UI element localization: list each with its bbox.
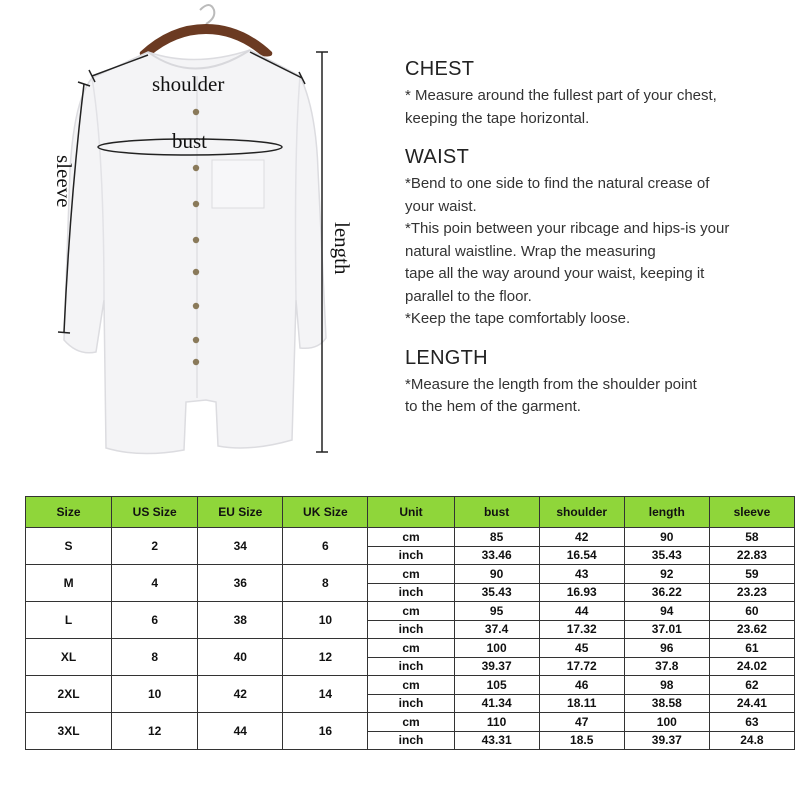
unit-cell: inch [368,694,454,713]
sleeve-cell: 24.8 [709,731,794,750]
sleeve-cell: 60 [709,602,794,621]
shoulder-cell: 43 [539,565,624,584]
uk-size-cell: 8 [283,565,368,602]
uk-size-cell: 12 [283,639,368,676]
length-cell: 100 [624,713,709,732]
length-cell: 39.37 [624,731,709,750]
shoulder-cell: 16.93 [539,583,624,602]
waist-line: tape all the way around your waist, keeping it [405,265,705,282]
chest-line: keeping the tape horizontal. [405,109,590,127]
us-size-cell: 12 [112,713,198,750]
unit-cell: inch [368,546,454,565]
table-row [26,602,795,621]
sleeve-cell: 22.83 [709,546,794,565]
waist-line: *This poin between your ribcage and hips-is your [405,220,730,237]
size-cell: 2XL [26,676,112,713]
bust-cell: 35.43 [454,583,539,602]
shirt-icon [64,50,326,454]
unit-cell: inch [368,620,454,639]
shoulder-cell: 16.54 [539,546,624,565]
bust-cell: 100 [454,639,539,658]
chest-line: * Measure around the fullest part of your chest, [405,87,717,104]
col-header-unit: Unit [368,497,454,528]
table-header-row [26,497,795,528]
bust-cell: 95 [454,602,539,621]
chest-section [405,58,790,130]
uk-size-cell: 16 [283,713,368,750]
unit-cell: inch [368,583,454,602]
col-header-eu-size: EU Size [198,497,283,528]
length-cell: 37.01 [624,620,709,639]
size-cell: 3XL [26,713,112,750]
table-row [26,713,795,732]
size-cell: XL [26,639,112,676]
size-chart-table [25,496,795,750]
chest-title: CHEST [405,58,475,80]
length-cell: 94 [624,602,709,621]
sleeve-cell: 23.62 [709,620,794,639]
shoulder-cell: 46 [539,676,624,695]
us-size-cell: 10 [112,676,198,713]
length-cell: 36.22 [624,583,709,602]
col-header-sleeve: sleeve [709,497,794,528]
length-line: to the hem of the garment. [405,398,581,415]
shoulder-label: shoulder [152,72,225,96]
length-cell: 35.43 [624,546,709,565]
col-header-size: Size [26,497,112,528]
bust-cell: 37.4 [454,620,539,639]
eu-size-cell: 36 [198,565,283,602]
sleeve-cell: 63 [709,713,794,732]
col-header-uk-size: UK Size [283,497,368,528]
length-line: *Measure the length from the shoulder point [405,375,697,393]
shoulder-cell: 18.5 [539,731,624,750]
waist-line: *Keep the tape comfortably loose. [405,310,631,327]
waist-section [405,146,790,331]
unit-cell: inch [368,657,454,676]
length-cell: 90 [624,528,709,547]
waist-line: parallel to the floor. [405,287,532,305]
col-header-length: length [624,497,709,528]
size-cell: L [26,602,112,639]
bust-label: bust [172,129,208,153]
table-row [26,528,795,547]
waist-line: natural waistline. Wrap the measuring [405,242,656,260]
measuring-guide [405,58,790,435]
us-size-cell: 6 [112,602,198,639]
length-label: length [330,222,354,275]
garment-illustration [0,0,380,480]
shoulder-cell: 44 [539,602,624,621]
unit-cell: cm [368,565,454,584]
bust-cell: 43.31 [454,731,539,750]
us-size-cell: 4 [112,565,198,602]
length-cell: 96 [624,639,709,658]
sleeve-cell: 59 [709,565,794,584]
bust-cell: 33.46 [454,546,539,565]
shoulder-cell: 45 [539,639,624,658]
length-title: LENGTH [405,346,488,369]
us-size-cell: 2 [112,528,198,565]
bust-cell: 85 [454,528,539,547]
table-row [26,565,795,584]
unit-cell: cm [368,713,454,732]
waist-line: *Bend to one side to find the natural crease of [405,175,710,192]
table-row [26,676,795,695]
eu-size-cell: 44 [198,713,283,750]
shoulder-cell: 17.32 [539,620,624,639]
length-cell: 92 [624,565,709,584]
uk-size-cell: 10 [283,602,368,639]
size-cell: M [26,565,112,602]
unit-cell: inch [368,731,454,750]
eu-size-cell: 38 [198,602,283,639]
length-section [405,347,790,419]
unit-cell: cm [368,676,454,695]
col-header-us-size: US Size [112,497,198,528]
uk-size-cell: 14 [283,676,368,713]
length-cell: 98 [624,676,709,695]
sleeve-cell: 58 [709,528,794,547]
uk-size-cell: 6 [283,528,368,565]
us-size-cell: 8 [112,639,198,676]
bust-cell: 90 [454,565,539,584]
size-cell: S [26,528,112,565]
length-cell: 38.58 [624,694,709,713]
waist-line: your waist. [405,197,477,215]
bust-cell: 110 [454,713,539,732]
sleeve-cell: 23.23 [709,583,794,602]
unit-cell: cm [368,602,454,621]
bust-cell: 105 [454,676,539,695]
shoulder-cell: 42 [539,528,624,547]
col-header-bust: bust [454,497,539,528]
sleeve-cell: 61 [709,639,794,658]
waist-title: WAIST [405,146,470,168]
table-row [26,639,795,658]
shoulder-cell: 18.11 [539,694,624,713]
shoulder-cell: 47 [539,713,624,732]
unit-cell: cm [368,639,454,658]
eu-size-cell: 34 [198,528,283,565]
hanger-icon [140,5,273,57]
eu-size-cell: 40 [198,639,283,676]
sleeve-cell: 24.02 [709,657,794,676]
bust-cell: 39.37 [454,657,539,676]
unit-cell: cm [368,528,454,547]
sleeve-cell: 24.41 [709,694,794,713]
sleeve-cell: 62 [709,676,794,695]
col-header-shoulder: shoulder [539,497,624,528]
length-cell: 37.8 [624,657,709,676]
sleeve-label: sleeve [52,155,76,208]
bust-cell: 41.34 [454,694,539,713]
shoulder-cell: 17.72 [539,657,624,676]
eu-size-cell: 42 [198,676,283,713]
